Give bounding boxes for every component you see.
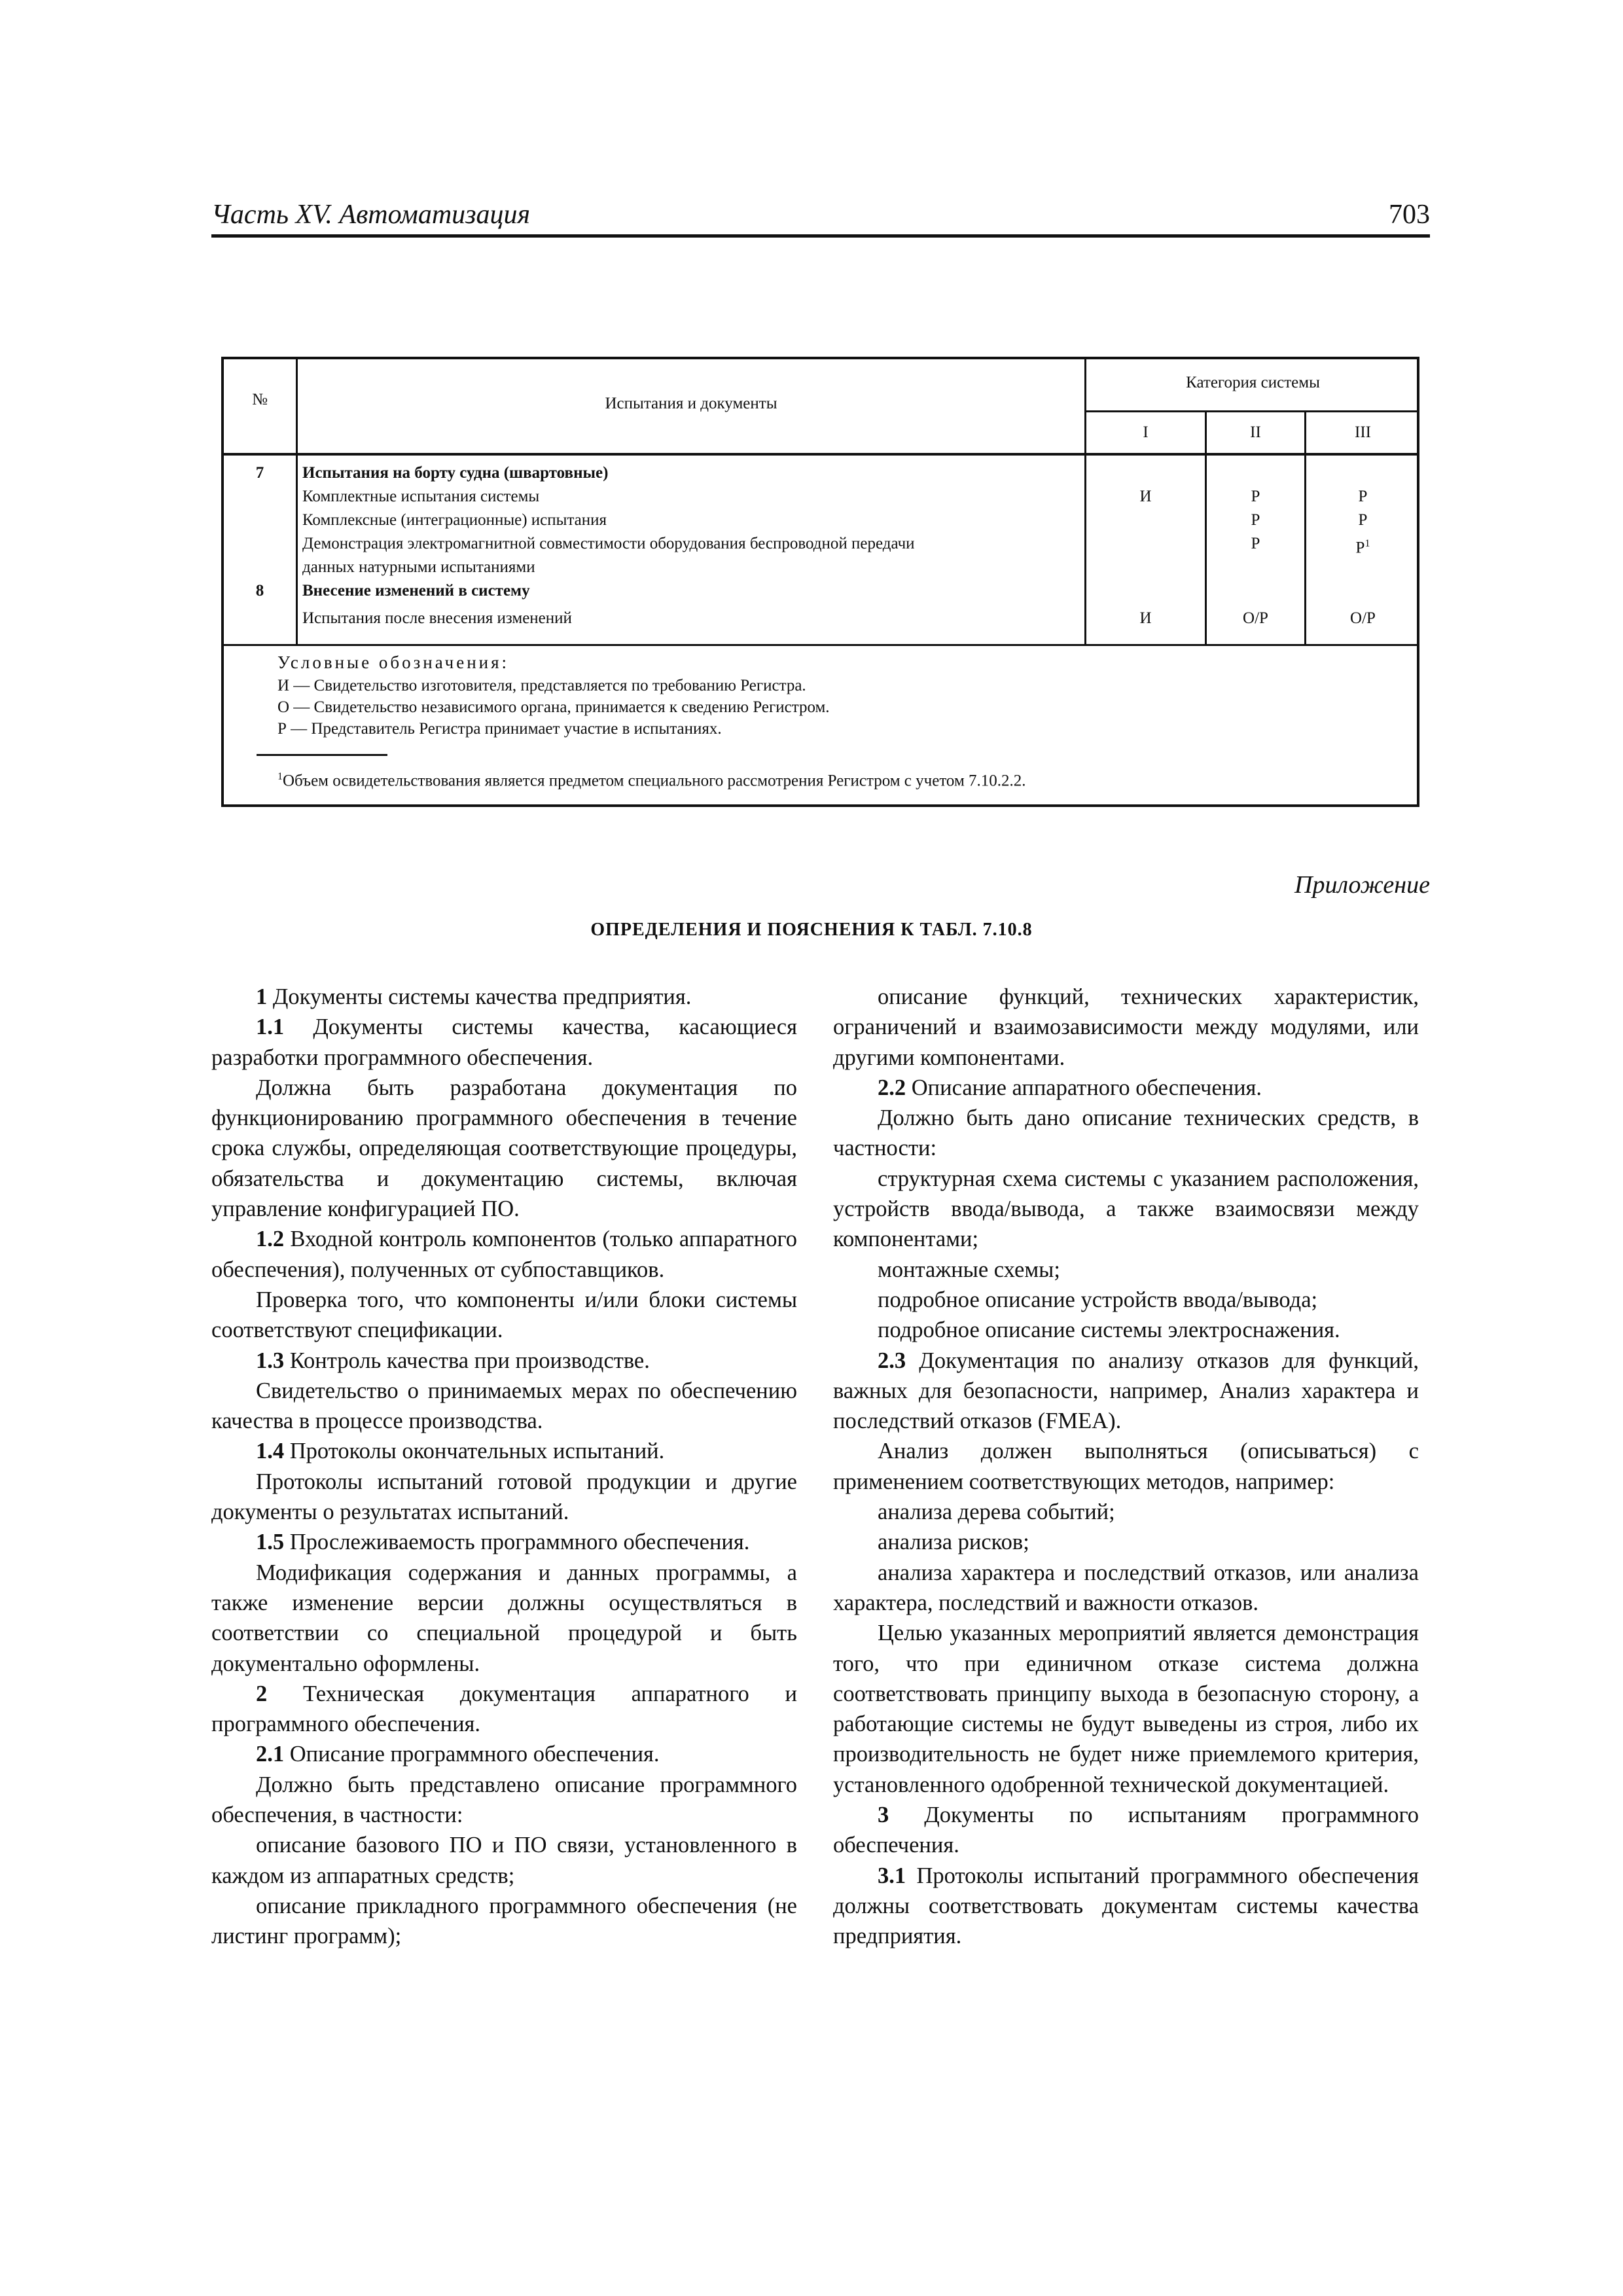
page-header	[211, 200, 1430, 238]
row-8a-cat-1: И	[1139, 609, 1152, 627]
section-number: 3.1	[878, 1863, 906, 1888]
header-cat-1: I	[1143, 423, 1149, 441]
paragraph	[211, 1527, 797, 1557]
row-7-title: Испытания на борту судна (швартовные)	[302, 464, 609, 482]
paragraph: Анализ должен выполняться (описываться) с применением соответствующих методов, например:	[833, 1439, 1419, 1494]
paragraph: анализа рисков;	[878, 1530, 1029, 1555]
row-8a-cat-2: О/Р	[1243, 609, 1268, 627]
paragraph: анализа дерева событий;	[878, 1499, 1115, 1525]
page-number: 703	[1389, 200, 1430, 230]
section-number: 1.3	[256, 1348, 285, 1373]
paragraph	[211, 1346, 797, 1376]
paragraph-text: Протоколы окончательных испытаний.	[289, 1439, 665, 1464]
paragraph: подробное описание системы электроснажения.	[878, 1318, 1340, 1343]
header-category: Категория системы	[1186, 374, 1320, 391]
paragraph	[833, 1800, 1419, 1861]
section-number: 1.5	[256, 1530, 285, 1555]
paragraph: подробное описание устройств ввода/вывода;	[878, 1287, 1318, 1312]
row-7c-label-line-2: данных натурными испытаниями	[302, 558, 535, 576]
row-7b-label: Комплексные (интеграционные) испытания	[302, 511, 607, 529]
section-number: 2.2	[878, 1075, 906, 1100]
paragraph-text: Техническая документация аппаратного и программного обеспечения.	[211, 1681, 797, 1737]
paragraph	[211, 1436, 797, 1466]
header-no: №	[252, 391, 268, 408]
paragraph: Модификация содержания и данных программы, а также изменение версии должны осуществляться в соответствии со специальной процедурой и быть документально оформлены.	[211, 1560, 797, 1676]
paragraph: Проверка того, что компоненты и/или блоки системы соответствуют спецификации.	[211, 1287, 797, 1343]
paragraph-text: Документы системы качества, касающиеся разработки программного обеспечения.	[211, 1014, 797, 1070]
paragraph-text: Документы системы качества предприятия.	[272, 984, 692, 1009]
paragraph-text: Входной контроль компонентов (только аппаратного обеспечения), полученных от субпоставщиков.	[211, 1227, 797, 1282]
paragraph-text: Описание аппаратного обеспечения.	[911, 1075, 1262, 1100]
paragraph: Протоколы испытаний готовой продукции и другие документы о результатах испытаний.	[211, 1469, 797, 1525]
paragraph: описание функций, технических характеристик, ограничений и взаимозависимости между модулями, или другими компонентами.	[833, 984, 1419, 1070]
header-tests: Испытания и документы	[605, 395, 777, 412]
header-cat-2: II	[1250, 423, 1261, 441]
section-number: 1.2	[256, 1227, 285, 1252]
row-8-number: 8	[255, 582, 264, 600]
row-7a-label: Комплектные испытания системы	[302, 488, 540, 505]
row-7c-cat-3	[1306, 532, 1419, 560]
paragraph: монтажные схемы;	[878, 1257, 1060, 1282]
row-7b-cat-3: Р	[1358, 511, 1368, 529]
paragraph: описание прикладного программного обеспечения (не листинг программ);	[211, 1893, 797, 1949]
footnote-rule	[257, 754, 387, 756]
legend-r: Р — Представитель Регистра принимает участие в испытаниях.	[277, 720, 722, 738]
paragraph-text: Документы по испытаниям программного обеспечения.	[833, 1803, 1419, 1858]
paragraph	[211, 1012, 797, 1073]
row-7b-cat-2: Р	[1251, 511, 1260, 529]
paragraph: Должно быть представлено описание программного обеспечения, в частности:	[211, 1772, 797, 1828]
paragraph: Свидетельство о принимаемых мерах по обеспечению качества в процессе производства.	[211, 1378, 797, 1434]
paragraph	[211, 1739, 797, 1769]
row-7c-cat-2: Р	[1251, 535, 1260, 552]
left-column	[211, 982, 797, 1952]
row-8a-label: Испытания после внесения изменений	[302, 609, 572, 627]
footnote-mark: 1	[1364, 538, 1370, 549]
section-title: ОПРЕДЕЛЕНИЯ И ПОЯСНЕНИЯ К ТАБЛ. 7.10.8	[590, 920, 1033, 940]
paragraph: Целью указанных мероприятий является демонстрация того, что при единичном отказе система должна соответствовать принципу выхода в безопасную сторону, а работающие системы не будут выведены из строя, либо их производительность не будет ниже приемлемого критерия, установленного одобренной технической документацией.	[833, 1621, 1419, 1797]
row-7c-cat-3-value: Р	[1355, 539, 1365, 557]
tests-table	[221, 357, 1419, 807]
section-number: 2.3	[878, 1348, 906, 1373]
row-7a-cat-1: И	[1139, 488, 1152, 505]
running-title: Часть XV. Автоматизация	[211, 200, 531, 230]
paragraph	[211, 1224, 797, 1285]
footnote-number: 1	[277, 771, 283, 782]
paragraph-text: Контроль качества при производстве.	[289, 1348, 650, 1373]
paragraph	[833, 1073, 1419, 1103]
section-number: 1.1	[256, 1014, 285, 1040]
paragraph	[211, 1679, 797, 1740]
row-8-title: Внесение изменений в систему	[302, 582, 530, 600]
row-7c-label-line-1: Демонстрация электромагнитной совместимости оборудования беспроводной передачи	[302, 535, 915, 552]
section-number: 2	[256, 1681, 268, 1706]
header-cat-3: III	[1355, 423, 1371, 441]
row-8a-cat-3: О/Р	[1350, 609, 1376, 627]
section-number: 1	[256, 984, 268, 1009]
table-line	[224, 453, 1419, 456]
section-number: 2.1	[256, 1742, 285, 1767]
paragraph: описание базового ПО и ПО связи, установленного в каждом из аппаратных средств;	[211, 1833, 797, 1888]
row-7a-cat-3: Р	[1358, 488, 1368, 505]
paragraph-text: Описание программного обеспечения.	[289, 1742, 660, 1767]
table-line	[224, 644, 1419, 646]
table-footnote	[277, 765, 1026, 793]
row-7-number: 7	[255, 464, 264, 482]
paragraph-text: Протоколы испытаний программного обеспечения должны соответствовать документам системы качества предприятия.	[833, 1863, 1419, 1949]
paragraph: Должно быть дано описание технических средств, в частности:	[833, 1105, 1419, 1161]
table-line	[1084, 410, 1419, 412]
legend-i: И — Свидетельство изготовителя, представляется по требованию Регистра.	[277, 677, 806, 694]
paragraph	[833, 1346, 1419, 1437]
appendix-label: Приложение	[1294, 871, 1430, 899]
paragraph: структурная схема системы с указанием расположения, устройств ввода/вывода, а также взаимосвязи между компонентами;	[833, 1166, 1419, 1252]
section-number: 3	[878, 1803, 889, 1828]
section-number: 1.4	[256, 1439, 285, 1464]
paragraph: Должна быть разработана документация по функционированию программного обеспечения в течение срока службы, определяющая соответствующие процедуры, обязательства и документацию системы, включая управление конфигурацией ПО.	[211, 1075, 797, 1222]
right-column	[833, 982, 1419, 1952]
paragraph: анализа характера и последствий отказов, или анализа характера, последствий и важности отказов.	[833, 1560, 1419, 1615]
legend-title: Условные обозначения:	[277, 653, 510, 672]
row-7a-cat-2: Р	[1251, 488, 1260, 505]
table-footnote-text: Объем освидетельствования является предметом специального рассмотрения Регистром с учетом 7.10.2.2.	[283, 772, 1026, 790]
paragraph	[211, 982, 797, 1012]
paragraph-text: Документация по анализу отказов для функций, важных для безопасности, например, Анализ характера и последствий отказов (FMEA).	[833, 1348, 1419, 1434]
legend-o: О — Свидетельство независимого органа, принимается к сведению Регистром.	[277, 698, 830, 716]
paragraph-text: Прослеживаемость программного обеспечения.	[289, 1530, 750, 1555]
paragraph	[833, 1861, 1419, 1952]
